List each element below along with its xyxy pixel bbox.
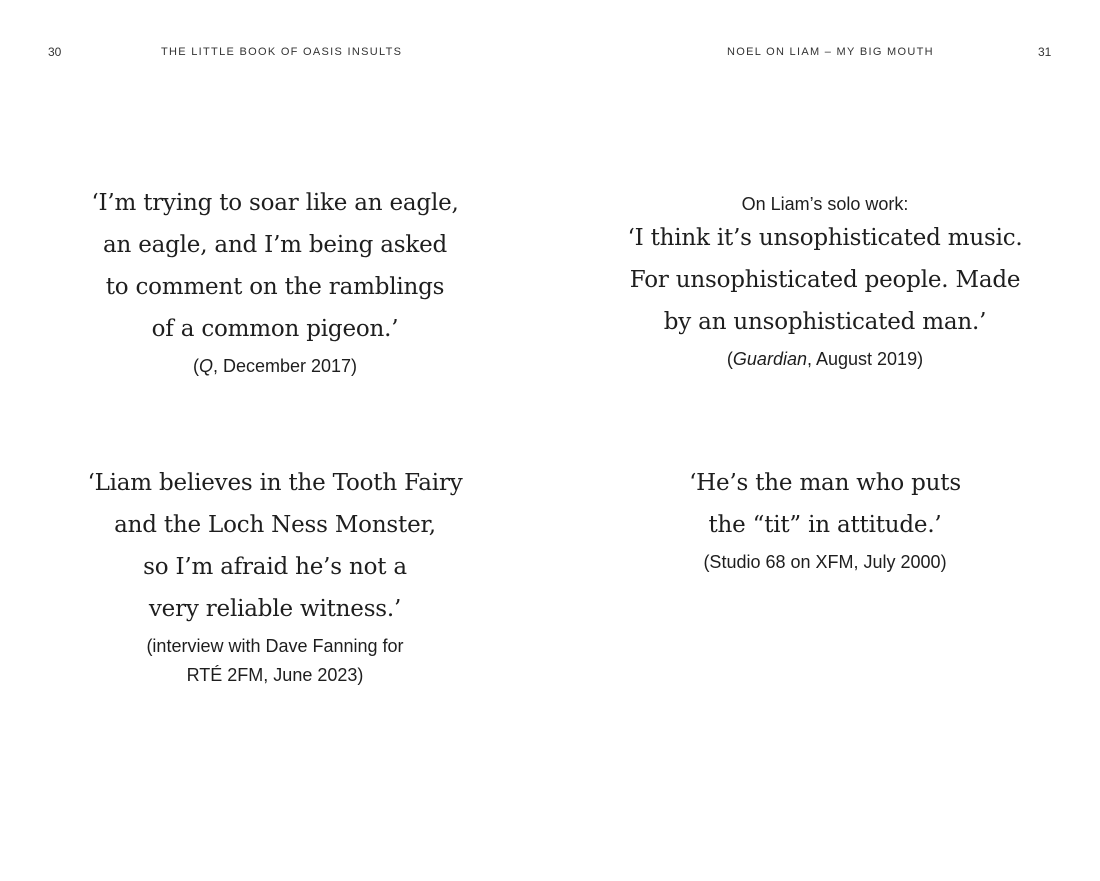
source-paren: (: [192, 356, 199, 376]
source-date: , December 2017): [212, 356, 358, 376]
quote-block: [550, 462, 1100, 577]
quote-line: so I’m afraid he’s not a: [143, 554, 407, 580]
quote-source: [550, 345, 1100, 374]
quote-line: the “tit” in attitude.’: [708, 512, 942, 538]
quote-line: by an unsophisticated man.’: [663, 309, 987, 335]
source-publication: Guardian: [732, 349, 807, 369]
quote-line: ‘He’s the man who puts: [689, 470, 961, 496]
quote-block: [0, 182, 550, 381]
quote-line: ‘Liam believes in the Tooth Fairy: [87, 470, 463, 496]
right-page: [550, 0, 1100, 881]
page-number: 30: [48, 45, 62, 59]
running-head: THE LITTLE BOOK OF OASIS INSULTS: [161, 46, 403, 58]
quote-line: For unsophisticated people. Made: [629, 267, 1021, 293]
quote-block: [550, 191, 1100, 374]
quote-block: [0, 462, 550, 690]
quote-line: very reliable witness.’: [148, 596, 402, 622]
quote-line: to comment on the ramblings: [105, 274, 445, 300]
quote-source: [0, 352, 550, 381]
quote-line: ‘I think it’s unsophisticated music.: [627, 225, 1023, 251]
quote-intro: On Liam’s solo work:: [741, 194, 909, 214]
source-paren: (: [726, 349, 733, 369]
quote-source: (Studio 68 on XFM, July 2000): [703, 552, 947, 572]
running-head: NOEL ON LIAM – MY BIG MOUTH: [727, 46, 934, 58]
quote-line: of a common pigeon.’: [151, 316, 399, 342]
quote-line: and the Loch Ness Monster,: [114, 512, 436, 538]
source-publication: Q: [198, 356, 213, 376]
quote-source: (interview with Dave Fanning for: [146, 636, 404, 656]
page-number: 31: [1038, 45, 1052, 59]
source-date: , August 2019): [806, 349, 924, 369]
quote-line: ‘I’m trying to soar like an eagle,: [91, 190, 459, 216]
quote-source: RTÉ 2FM, June 2023): [186, 665, 364, 685]
quote-line: an eagle, and I’m being asked: [102, 232, 448, 258]
